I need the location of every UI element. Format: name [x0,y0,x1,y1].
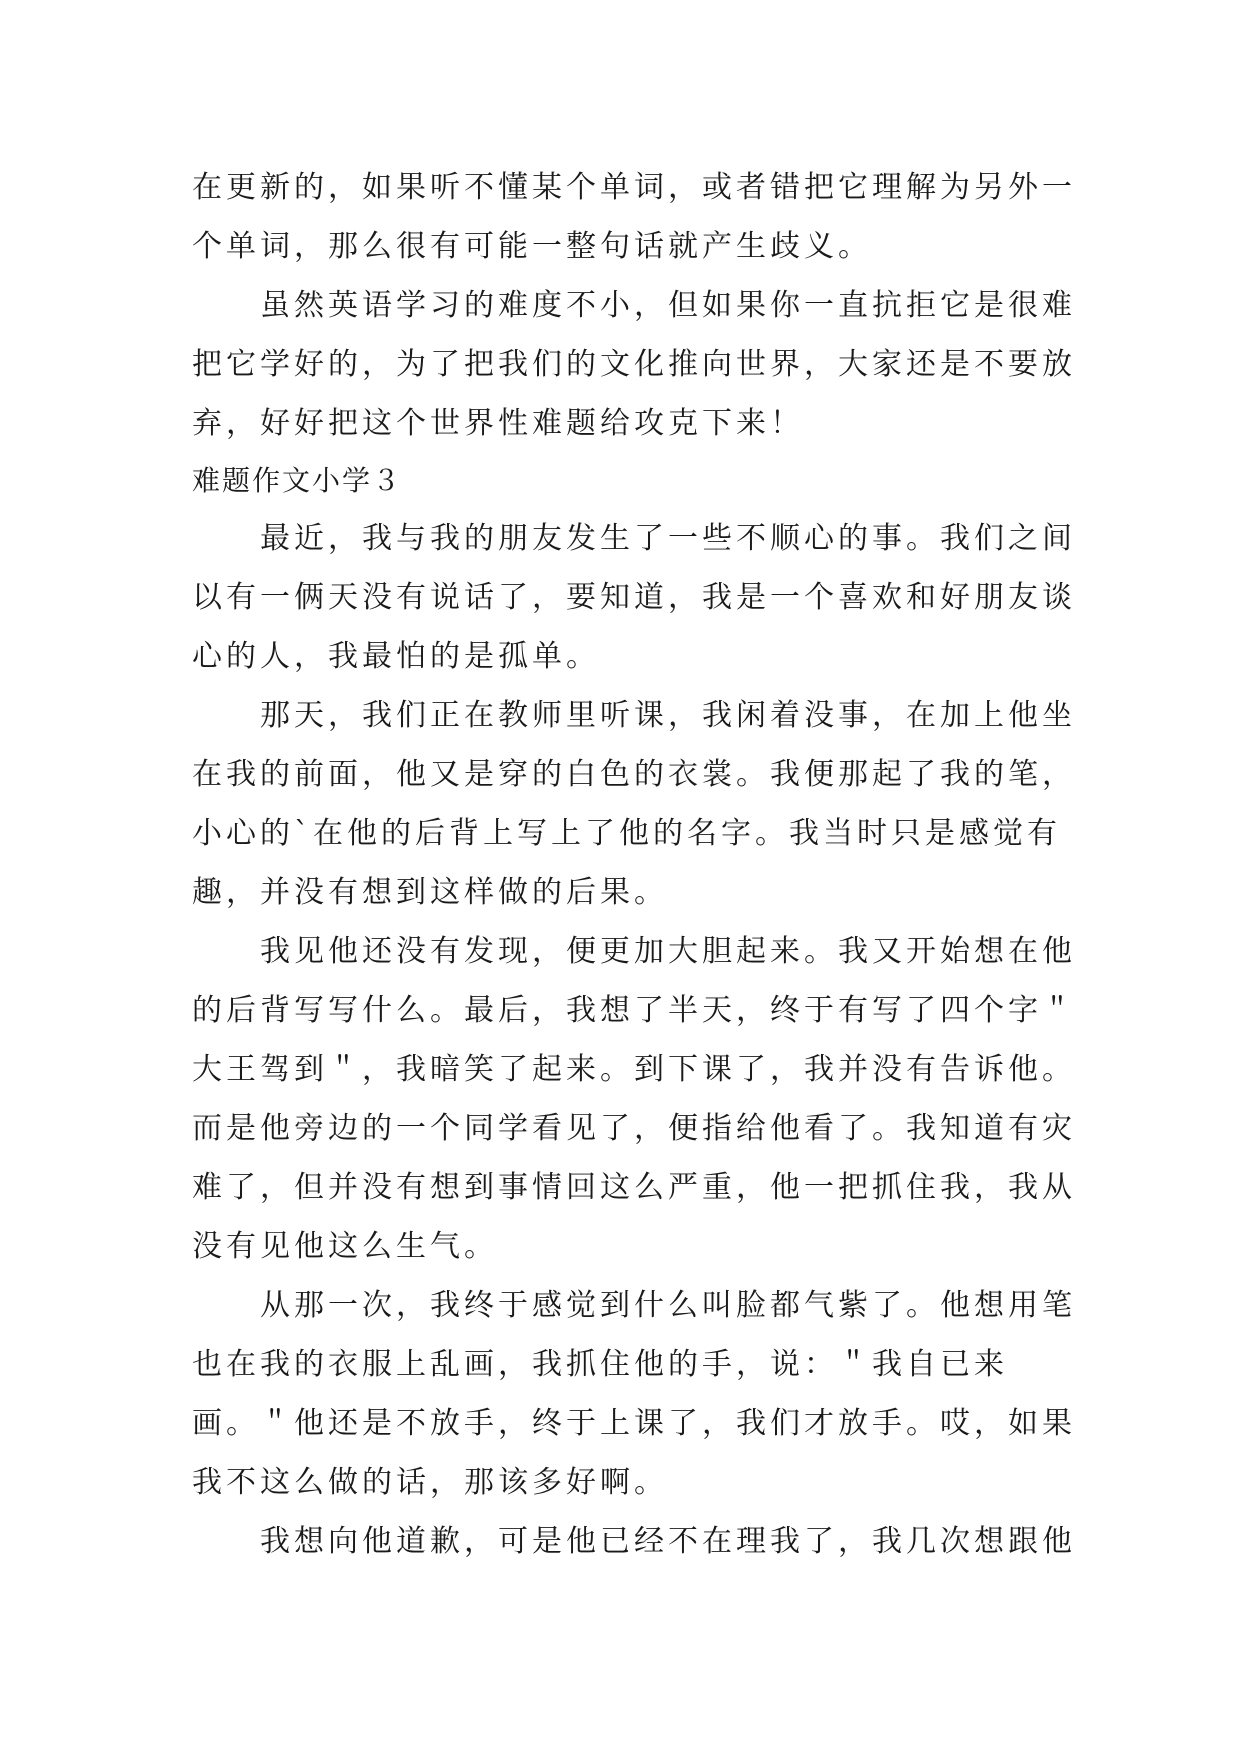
paragraph-start: 那天，我们正在教师里听课，我闲着没事，在加上他坐 [260,698,1076,733]
text-line: 把它学好的，为了把我们的文化推向世界，大家还是不要放 [192,347,1076,382]
text-line: 画。＂他还是不放手，终于上课了，我们才放手。哎，如果 [192,1406,1076,1441]
text-line: 在我的前面，他又是穿的白色的衣裳。我便那起了我的笔， [192,757,1076,792]
text-line: 大王驾到＂，我暗笑了起来。到下课了，我并没有告诉他。 [192,1052,1076,1087]
paragraph-start: 最近，我与我的朋友发生了一些不顺心的事。我们之间 [260,521,1076,556]
paragraph-start: 我见他还没有发现，便更加大胆起来。我又开始想在他 [260,934,1076,969]
text-line: 而是他旁边的一个同学看见了，便指给他看了。我知道有灾 [192,1111,1076,1146]
text-line: 小心的`在他的后背上写上了他的名字。我当时只是感觉有 [192,816,1061,851]
section-heading: 难题作文小学３ [192,464,403,497]
text-line: 个单词，那么很有可能一整句话就产生歧义。 [192,229,872,264]
text-line: 以有一俩天没有说话了，要知道，我是一个喜欢和好朋友谈 [192,580,1076,615]
text-line: 我不这么做的话，那该多好啊。 [192,1465,668,1500]
text-line: 没有见他这么生气。 [192,1229,498,1264]
text-line: 难了，但并没有想到事情回这么严重，他一把抓住我，我从 [192,1170,1076,1205]
text-line: 弃，好好把这个世界性难题给攻克下来！ [192,406,804,441]
text-line: 也在我的衣服上乱画，我抓住他的手，说：＂我自已来 [192,1347,1008,1382]
text-line: 心的人，我最怕的是孤单。 [192,639,600,674]
paragraph-start: 虽然英语学习的难度不小，但如果你一直抗拒它是很难 [260,288,1076,323]
paragraph-start: 我想向他道歉，可是他已经不在理我了，我几次想跟他 [260,1524,1076,1559]
text-line: 在更新的，如果听不懂某个单词，或者错把它理解为另外一 [192,170,1076,205]
paragraph-start: 从那一次，我终于感觉到什么叫脸都气紫了。他想用笔 [260,1288,1076,1323]
text-line: 趣，并没有想到这样做的后果。 [192,875,668,910]
text-line: 的后背写写什么。最后，我想了半天，终于有写了四个字＂ [192,993,1076,1028]
document-body [192,158,1076,1571]
